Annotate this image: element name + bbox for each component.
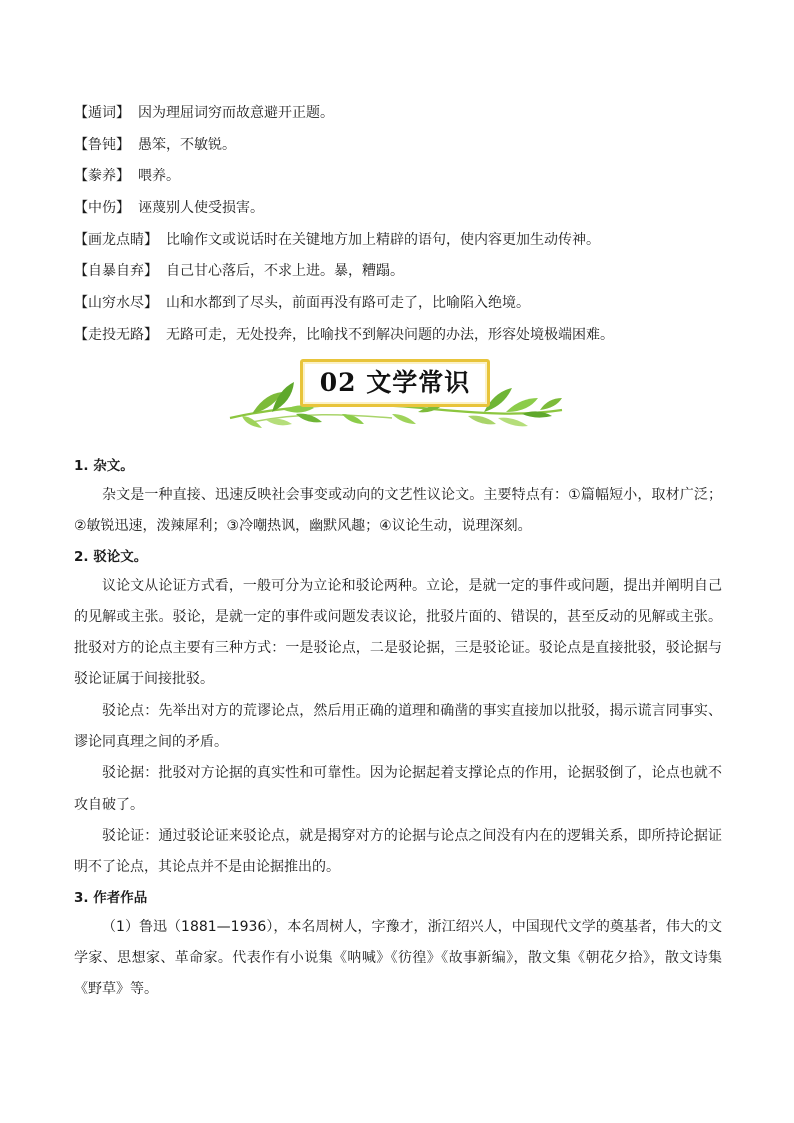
vocab-definition: 诬蔑别人使受损害。 bbox=[138, 200, 264, 217]
paragraph: 议论文从论证方式看，一般可分为立论和驳论两种。立论，是就一定的事件或问题，提出并阐明自己的见解或主张。驳论，是就一定的事件或问题发表议论，批驳片面的、错误的，甚至反动的见解或主张。批驳对方的论点主要有三种方式：一是驳论点，二是驳论据，三是驳论证。驳论点是直接批驳，驳论据与驳论证属于间接批驳。 bbox=[74, 577, 722, 688]
vocab-entry bbox=[74, 130, 734, 162]
vocab-definition: 因为理屈词穷而故意避开正题。 bbox=[138, 105, 334, 121]
main-content bbox=[74, 452, 722, 1005]
section-banner bbox=[222, 352, 572, 432]
vocab-term: 【走投无路】 bbox=[74, 326, 158, 343]
vocab-entry bbox=[74, 256, 734, 288]
vocab-entry bbox=[74, 225, 734, 257]
vocab-entry bbox=[74, 320, 734, 352]
vocabulary-list bbox=[74, 98, 734, 352]
vocab-entry bbox=[74, 161, 734, 193]
vocab-definition: 自己甘心落后，不求上进。暴，糟蹋。 bbox=[166, 263, 404, 280]
vocab-entry bbox=[74, 193, 734, 225]
section-heading: 2. 驳论文。 bbox=[74, 548, 148, 565]
vocab-term: 【山穷水尽】 bbox=[74, 295, 158, 312]
vocab-definition: 喂养。 bbox=[138, 168, 180, 185]
paragraph: （1）鲁迅（1881—1936），本名周树人，字豫才，浙江绍兴人，中国现代文学的奠基者，伟大的文学家、思想家、革命家。代表作有小说集《呐喊》《彷徨》《故事新编》，散文集《朝花夕拾》，散文诗集《野草》等。 bbox=[74, 918, 722, 998]
vocab-definition: 山和水都到了尽头，前面再没有路可走了，比喻陷入绝境。 bbox=[166, 295, 530, 312]
vocab-definition: 比喻作文或说话时在关键地方加上精辟的语句，使内容更加生动传神。 bbox=[166, 231, 600, 248]
vocab-entry bbox=[74, 288, 734, 320]
vocab-entry bbox=[74, 98, 734, 130]
paragraph: 驳论点：先举出对方的荒谬论点，然后用正确的道理和确凿的事实直接加以批驳，揭示谎言同事实、谬论同真理之间的矛盾。 bbox=[74, 702, 722, 751]
paragraph: 驳论据：批驳对方论据的真实性和可靠性。因为论据起着支撑论点的作用，论据驳倒了，论点也就不攻自破了。 bbox=[74, 765, 722, 813]
section-heading: 1. 杂文。 bbox=[74, 458, 134, 474]
section-heading: 3. 作者作品 bbox=[74, 889, 148, 906]
vocab-term: 【自暴自弃】 bbox=[74, 263, 158, 280]
vocab-term: 【遁词】 bbox=[74, 105, 130, 121]
vocab-term: 【鲁钝】 bbox=[74, 136, 130, 153]
paragraph: 杂文是一种直接、迅速反映社会事变或动向的文艺性议论文。主要特点有：①篇幅短小，取材广泛；②敏锐迅速，泼辣犀利；③冷嘲热讽，幽默风趣；④议论生动，说理深刻。 bbox=[74, 487, 722, 535]
vocab-definition: 无路可走，无处投奔，比喻找不到解决问题的办法，形容处境极端困难。 bbox=[166, 326, 614, 343]
banner-title: 02 文学常识 bbox=[300, 359, 490, 407]
paragraph: 驳论证：通过驳论证来驳论点，就是揭穿对方的论据与论点之间没有内在的逻辑关系，即所持论据证明不了论点，其论点并不是由论据推出的。 bbox=[74, 827, 722, 876]
vocab-term: 【豢养】 bbox=[74, 168, 130, 185]
vocab-term: 【中伤】 bbox=[74, 200, 130, 217]
vocab-term: 【画龙点睛】 bbox=[74, 231, 158, 248]
vocab-definition: 愚笨，不敏锐。 bbox=[138, 136, 236, 153]
